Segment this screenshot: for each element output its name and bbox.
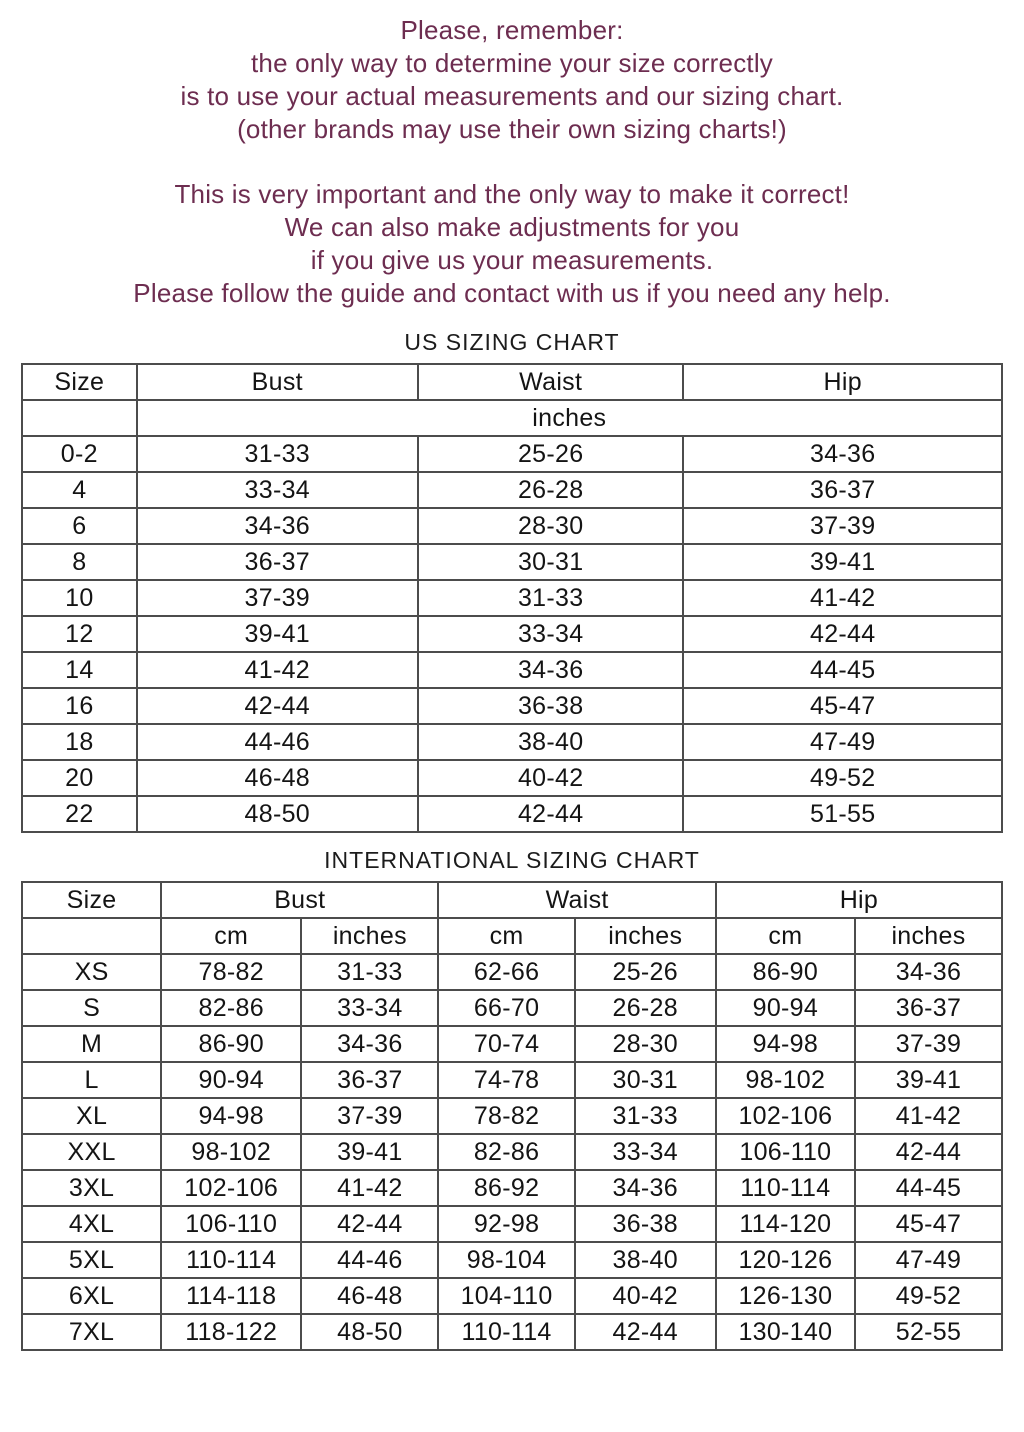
table-cell: 44-46 bbox=[301, 1242, 438, 1278]
table-cell: 114-120 bbox=[716, 1206, 855, 1242]
column-header-waist: Waist bbox=[438, 882, 715, 918]
table-cell: 98-102 bbox=[161, 1134, 301, 1170]
table-cell: 46-48 bbox=[301, 1278, 438, 1314]
intl-header-row bbox=[22, 882, 1002, 918]
table-cell: 48-50 bbox=[301, 1314, 438, 1350]
table-cell: 28-30 bbox=[418, 508, 684, 544]
table-row bbox=[22, 1026, 1002, 1062]
intl-table-body bbox=[22, 954, 1002, 1350]
table-cell: 82-86 bbox=[438, 1134, 574, 1170]
table-cell: 45-47 bbox=[683, 688, 1002, 724]
table-cell: 3XL bbox=[22, 1170, 161, 1206]
unit-label-cell: inches bbox=[301, 918, 438, 954]
intro-line: is to use your actual measurements and our sizing chart. bbox=[180, 81, 844, 111]
table-cell: 33-34 bbox=[418, 616, 684, 652]
table-cell: 34-36 bbox=[575, 1170, 716, 1206]
table-cell: 106-110 bbox=[161, 1206, 301, 1242]
table-row bbox=[22, 796, 1002, 832]
table-row bbox=[22, 508, 1002, 544]
table-cell: 16 bbox=[22, 688, 137, 724]
table-cell: 37-39 bbox=[137, 580, 418, 616]
table-cell: 66-70 bbox=[438, 990, 574, 1026]
intro-spacer bbox=[0, 146, 1024, 178]
table-cell: 92-98 bbox=[438, 1206, 574, 1242]
table-cell: 48-50 bbox=[137, 796, 418, 832]
table-cell: 49-52 bbox=[855, 1278, 1002, 1314]
us-unit-row bbox=[22, 400, 1002, 436]
column-header-waist: Waist bbox=[418, 364, 684, 400]
table-cell: 45-47 bbox=[855, 1206, 1002, 1242]
us-header-row bbox=[22, 364, 1002, 400]
column-header-bust: Bust bbox=[161, 882, 438, 918]
table-cell: 34-36 bbox=[418, 652, 684, 688]
table-cell: 42-44 bbox=[301, 1206, 438, 1242]
table-cell: 41-42 bbox=[683, 580, 1002, 616]
table-cell: 37-39 bbox=[683, 508, 1002, 544]
table-cell: 18 bbox=[22, 724, 137, 760]
table-cell: 114-118 bbox=[161, 1278, 301, 1314]
table-cell: 102-106 bbox=[161, 1170, 301, 1206]
table-cell: 42-44 bbox=[683, 616, 1002, 652]
table-cell: 78-82 bbox=[161, 954, 301, 990]
table-cell: 41-42 bbox=[855, 1098, 1002, 1134]
table-cell: 51-55 bbox=[683, 796, 1002, 832]
intro-line: if you give us your measurements. bbox=[310, 245, 714, 275]
table-cell: 36-37 bbox=[683, 472, 1002, 508]
table-row bbox=[22, 724, 1002, 760]
table-cell: S bbox=[22, 990, 161, 1026]
intro-line: Please, remember: bbox=[400, 15, 624, 45]
table-cell: 110-114 bbox=[716, 1170, 855, 1206]
table-cell: 30-31 bbox=[418, 544, 684, 580]
table-cell: 41-42 bbox=[301, 1170, 438, 1206]
table-cell: 126-130 bbox=[716, 1278, 855, 1314]
table-cell: 46-48 bbox=[137, 760, 418, 796]
table-row bbox=[22, 1098, 1002, 1134]
table-cell: 34-36 bbox=[137, 508, 418, 544]
table-row bbox=[22, 1206, 1002, 1242]
table-cell: 98-102 bbox=[716, 1062, 855, 1098]
table-cell: 42-44 bbox=[418, 796, 684, 832]
table-cell: L bbox=[22, 1062, 161, 1098]
table-cell: XS bbox=[22, 954, 161, 990]
table-cell: 86-92 bbox=[438, 1170, 574, 1206]
table-cell: 14 bbox=[22, 652, 137, 688]
table-cell: 36-37 bbox=[137, 544, 418, 580]
table-cell: 4XL bbox=[22, 1206, 161, 1242]
table-cell: 94-98 bbox=[161, 1098, 301, 1134]
table-cell: 34-36 bbox=[683, 436, 1002, 472]
unit-label-cell: inches bbox=[855, 918, 1002, 954]
table-cell: 12 bbox=[22, 616, 137, 652]
table-row bbox=[22, 544, 1002, 580]
table-cell: 26-28 bbox=[575, 990, 716, 1026]
empty-cell bbox=[22, 918, 161, 954]
table-cell: 31-33 bbox=[137, 436, 418, 472]
table-cell: 6XL bbox=[22, 1278, 161, 1314]
column-header-bust: Bust bbox=[137, 364, 418, 400]
table-cell: 82-86 bbox=[161, 990, 301, 1026]
table-cell: XL bbox=[22, 1098, 161, 1134]
table-row bbox=[22, 1242, 1002, 1278]
table-cell: 86-90 bbox=[716, 954, 855, 990]
table-cell: 42-44 bbox=[137, 688, 418, 724]
table-row bbox=[22, 472, 1002, 508]
table-cell: 70-74 bbox=[438, 1026, 574, 1062]
table-cell: 78-82 bbox=[438, 1098, 574, 1134]
table-cell: 39-41 bbox=[137, 616, 418, 652]
table-cell: 7XL bbox=[22, 1314, 161, 1350]
intro-line: (other brands may use their own sizing charts!) bbox=[237, 114, 787, 144]
table-row bbox=[22, 1170, 1002, 1206]
table-cell: 118-122 bbox=[161, 1314, 301, 1350]
unit-label-cell: inches bbox=[137, 400, 1002, 436]
table-cell: 120-126 bbox=[716, 1242, 855, 1278]
table-cell: 110-114 bbox=[161, 1242, 301, 1278]
column-header-size: Size bbox=[22, 882, 161, 918]
table-cell: 36-37 bbox=[855, 990, 1002, 1026]
table-cell: 10 bbox=[22, 580, 137, 616]
intro-line: Please follow the guide and contact with us if you need any help. bbox=[133, 278, 891, 308]
table-cell: 102-106 bbox=[716, 1098, 855, 1134]
table-cell: 28-30 bbox=[575, 1026, 716, 1062]
intro-line: We can also make adjustments for you bbox=[284, 212, 740, 242]
us-chart-title: US SIZING CHART bbox=[404, 329, 620, 355]
intl-chart-title: INTERNATIONAL SIZING CHART bbox=[324, 847, 700, 873]
table-row bbox=[22, 436, 1002, 472]
table-cell: 106-110 bbox=[716, 1134, 855, 1170]
table-cell: 22 bbox=[22, 796, 137, 832]
table-cell: 94-98 bbox=[716, 1026, 855, 1062]
intl-sizing-table bbox=[21, 881, 1003, 1351]
table-cell: 25-26 bbox=[418, 436, 684, 472]
table-cell: 98-104 bbox=[438, 1242, 574, 1278]
unit-label-cell: cm bbox=[438, 918, 574, 954]
intro-line: This is very important and the only way to make it correct! bbox=[174, 179, 850, 209]
table-cell: 62-66 bbox=[438, 954, 574, 990]
table-cell: 47-49 bbox=[683, 724, 1002, 760]
table-cell: 90-94 bbox=[161, 1062, 301, 1098]
table-cell: 33-34 bbox=[301, 990, 438, 1026]
us-table-body bbox=[22, 436, 1002, 832]
table-cell: 39-41 bbox=[683, 544, 1002, 580]
table-cell: 8 bbox=[22, 544, 137, 580]
table-cell: 34-36 bbox=[301, 1026, 438, 1062]
table-row bbox=[22, 990, 1002, 1026]
table-row bbox=[22, 616, 1002, 652]
table-cell: 74-78 bbox=[438, 1062, 574, 1098]
table-cell: 6 bbox=[22, 508, 137, 544]
table-cell: 47-49 bbox=[855, 1242, 1002, 1278]
table-cell: 44-46 bbox=[137, 724, 418, 760]
column-header-hip: Hip bbox=[716, 882, 1002, 918]
table-cell: 26-28 bbox=[418, 472, 684, 508]
table-cell: 36-37 bbox=[301, 1062, 438, 1098]
table-cell: 44-45 bbox=[683, 652, 1002, 688]
unit-label-cell: cm bbox=[716, 918, 855, 954]
table-cell: 38-40 bbox=[418, 724, 684, 760]
table-cell: 37-39 bbox=[855, 1026, 1002, 1062]
table-row bbox=[22, 954, 1002, 990]
table-cell: 36-38 bbox=[418, 688, 684, 724]
table-row bbox=[22, 688, 1002, 724]
table-cell: 36-38 bbox=[575, 1206, 716, 1242]
table-cell: 34-36 bbox=[855, 954, 1002, 990]
table-cell: 86-90 bbox=[161, 1026, 301, 1062]
table-row bbox=[22, 580, 1002, 616]
table-cell: 5XL bbox=[22, 1242, 161, 1278]
table-cell: 37-39 bbox=[301, 1098, 438, 1134]
table-cell: XXL bbox=[22, 1134, 161, 1170]
intro-line: the only way to determine your size correctly bbox=[251, 48, 773, 78]
table-cell: 31-33 bbox=[418, 580, 684, 616]
table-cell: 33-34 bbox=[137, 472, 418, 508]
table-cell: 31-33 bbox=[575, 1098, 716, 1134]
intro-text bbox=[0, 14, 1024, 310]
table-row bbox=[22, 652, 1002, 688]
table-cell: 40-42 bbox=[418, 760, 684, 796]
us-sizing-table bbox=[21, 363, 1003, 833]
table-row bbox=[22, 1062, 1002, 1098]
table-cell: 41-42 bbox=[137, 652, 418, 688]
table-cell: 49-52 bbox=[683, 760, 1002, 796]
empty-cell bbox=[22, 400, 137, 436]
table-cell: 33-34 bbox=[575, 1134, 716, 1170]
table-cell: 20 bbox=[22, 760, 137, 796]
table-cell: 30-31 bbox=[575, 1062, 716, 1098]
table-cell: 40-42 bbox=[575, 1278, 716, 1314]
table-cell: 38-40 bbox=[575, 1242, 716, 1278]
column-header-size: Size bbox=[22, 364, 137, 400]
table-cell: 42-44 bbox=[855, 1134, 1002, 1170]
column-header-hip: Hip bbox=[683, 364, 1002, 400]
table-cell: 4 bbox=[22, 472, 137, 508]
table-cell: 110-114 bbox=[438, 1314, 574, 1350]
table-cell: 104-110 bbox=[438, 1278, 574, 1314]
table-cell: 90-94 bbox=[716, 990, 855, 1026]
table-row bbox=[22, 1278, 1002, 1314]
table-row bbox=[22, 1314, 1002, 1350]
table-cell: 44-45 bbox=[855, 1170, 1002, 1206]
table-cell: 39-41 bbox=[301, 1134, 438, 1170]
unit-label-cell: cm bbox=[161, 918, 301, 954]
table-cell: 0-2 bbox=[22, 436, 137, 472]
table-row bbox=[22, 760, 1002, 796]
unit-label-cell: inches bbox=[575, 918, 716, 954]
table-row bbox=[22, 1134, 1002, 1170]
table-cell: 42-44 bbox=[575, 1314, 716, 1350]
intl-unit-row bbox=[22, 918, 1002, 954]
table-cell: 31-33 bbox=[301, 954, 438, 990]
table-cell: M bbox=[22, 1026, 161, 1062]
table-cell: 52-55 bbox=[855, 1314, 1002, 1350]
table-cell: 25-26 bbox=[575, 954, 716, 990]
table-cell: 39-41 bbox=[855, 1062, 1002, 1098]
table-cell: 130-140 bbox=[716, 1314, 855, 1350]
